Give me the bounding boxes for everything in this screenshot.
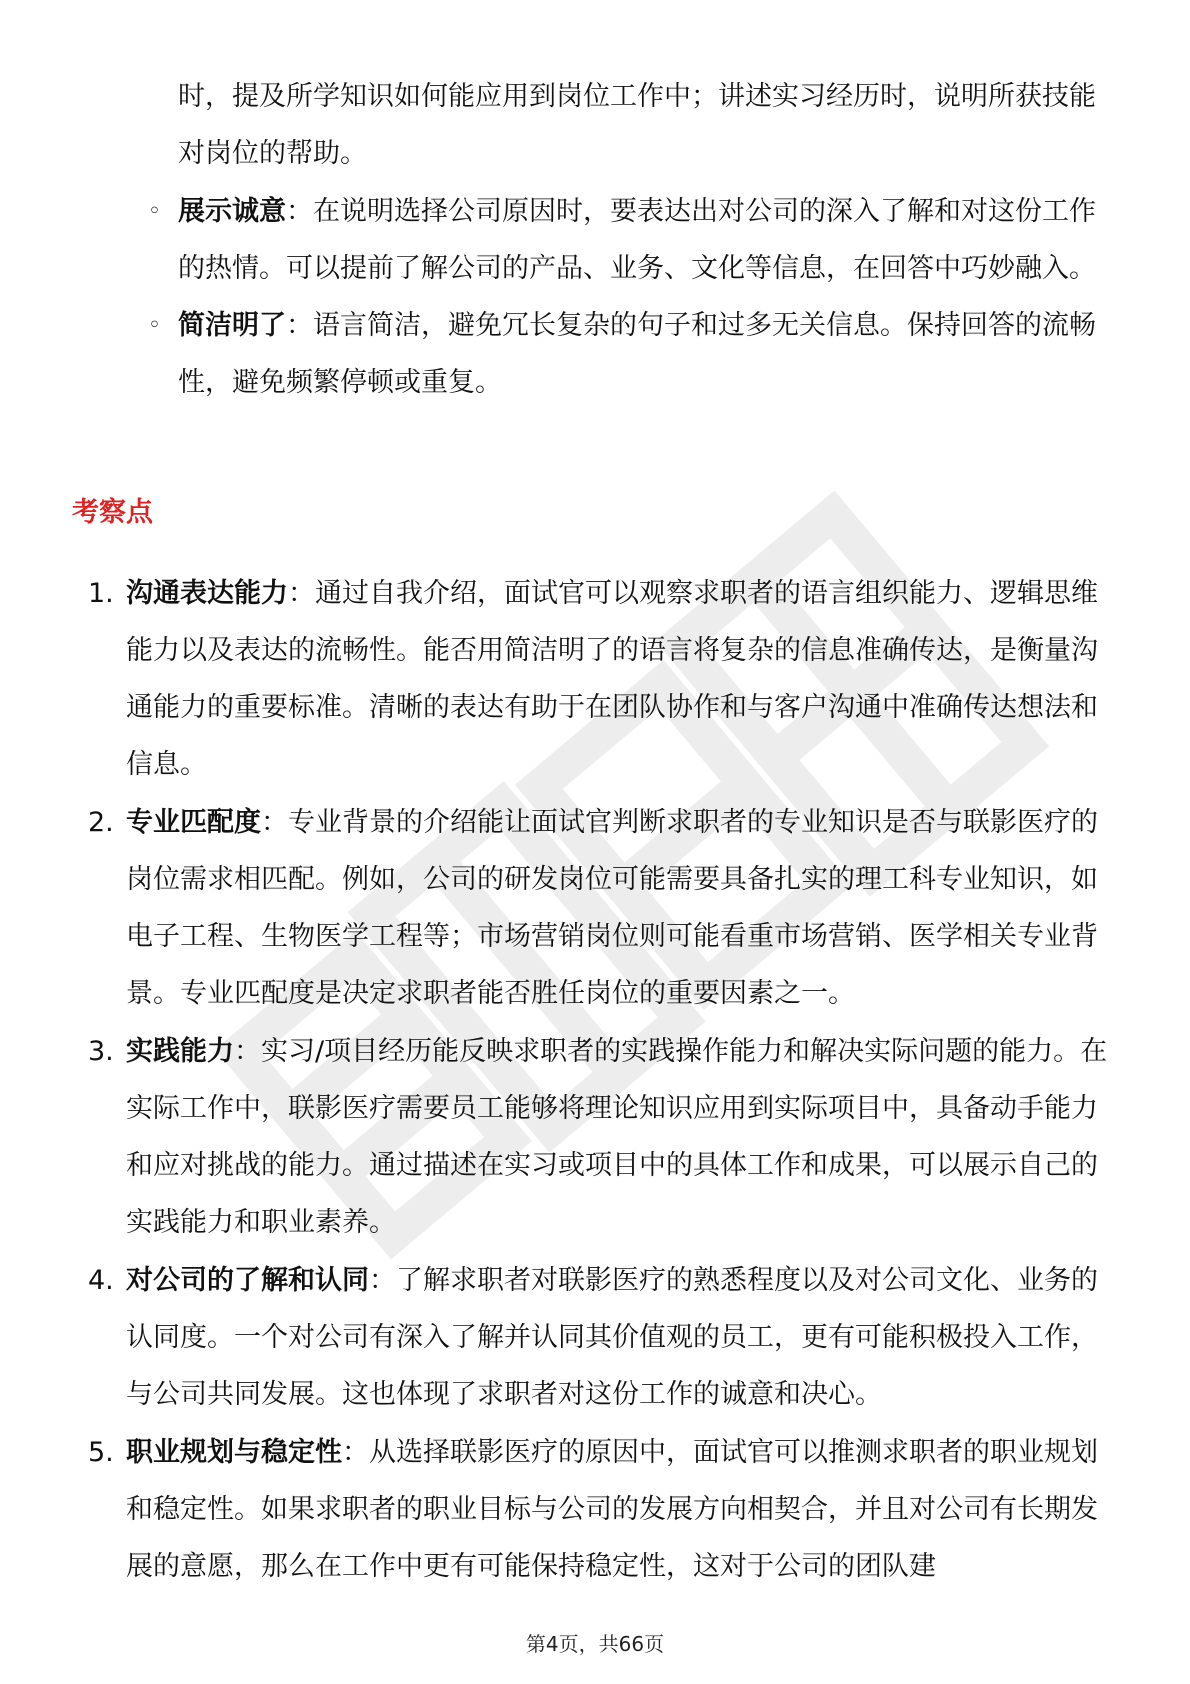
item-term: 专业匹配度 <box>126 807 261 838</box>
assessment-numbered-list <box>88 565 1110 1596</box>
item-number: 1. <box>88 578 114 609</box>
hollow-bullet-icon: ◦ <box>148 199 161 224</box>
numbered-item-communication <box>88 565 1110 793</box>
bullet-term: 展示诚意 <box>178 196 286 227</box>
item-text: ：专业背景的介绍能让面试官判断求职者的专业知识是否与联影医疗的岗位需求相匹配。例如，公司的研发岗位可能需要具备扎实的理工科专业知识，如电子工程、生物医学工程等；市场营销岗位则可能看重市场营销、医学相关专业背景。专业匹配度是决定求职者能否胜任岗位的重要因素之一。 <box>126 807 1098 1009</box>
item-text: ：了解求职者对联影医疗的熟悉程度以及对公司文化、业务的认同度。一个对公司有深入了解并认同其价值观的员工，更有可能积极投入工作，与公司共同发展。这也体现了求职者对这份工作的诚意和决心。 <box>126 1265 1098 1410</box>
section-heading-assessment-points: 考察点 <box>72 497 153 528</box>
item-term: 沟通表达能力 <box>126 578 288 609</box>
bullet-term: 简洁明了 <box>178 310 286 341</box>
bullet-text: ：在说明选择公司原因时，要表达出对公司的深入了解和对这份工作的热情。可以提前了解公司的产品、业务、文化等信息，在回答中巧妙融入。 <box>178 196 1096 284</box>
page-number-footer: 第4页，共66页 <box>525 1632 665 1656</box>
item-number: 2. <box>88 807 114 838</box>
bullet-item-concise <box>148 297 1110 411</box>
item-number: 3. <box>88 1036 114 1067</box>
item-term: 职业规划与稳定性 <box>126 1437 342 1468</box>
hollow-bullet-icon: ◦ <box>148 313 161 338</box>
numbered-item-career-planning <box>88 1424 1110 1595</box>
numbered-item-company-understanding <box>88 1252 1110 1423</box>
item-text: ：通过自我介绍，面试官可以观察求职者的语言组织能力、逻辑思维能力以及表达的流畅性。能否用简洁明了的语言将复杂的信息准确传达，是衡量沟通能力的重要标准。清晰的表达有助于在团队协作和与客户沟通中准确传达想法和信息。 <box>126 578 1098 780</box>
bullet-item-sincerity <box>148 183 1110 297</box>
item-text: ：实习/项目经历能反映求职者的实践操作能力和解决实际问题的能力。在实际工作中，联影医疗需要员工能够将理论知识应用到实际项目中，具备动手能力和应对挑战的能力。通过描述在实习或项目中的具体工作和成果，可以展示自己的实践能力和职业素养。 <box>126 1036 1108 1238</box>
numbered-item-practical-ability <box>88 1023 1110 1251</box>
item-number: 5. <box>88 1437 114 1468</box>
item-number: 4. <box>88 1265 114 1296</box>
item-term: 对公司的了解和认同 <box>126 1265 369 1296</box>
bullet-text: ：语言简洁，避免冗长复杂的句子和过多无关信息。保持回答的流畅性，避免频繁停顿或重复。 <box>178 310 1096 398</box>
continuation-paragraph: 时，提及所学知识如何能应用到岗位工作中；讲述实习经历时，说明所获技能对岗位的帮助。 <box>178 81 1096 169</box>
numbered-item-professional-match <box>88 794 1110 1022</box>
item-text: ：从选择联影医疗的原因中，面试官可以推测求职者的职业规划和稳定性。如果求职者的职业目标与公司的发展方向相契合，并且对公司有长期发展的意愿，那么在工作中更有可能保持稳定性，这对于公司的团队建 <box>126 1437 1098 1582</box>
tips-bullet-list <box>148 183 1110 411</box>
item-term: 实践能力 <box>126 1036 234 1067</box>
